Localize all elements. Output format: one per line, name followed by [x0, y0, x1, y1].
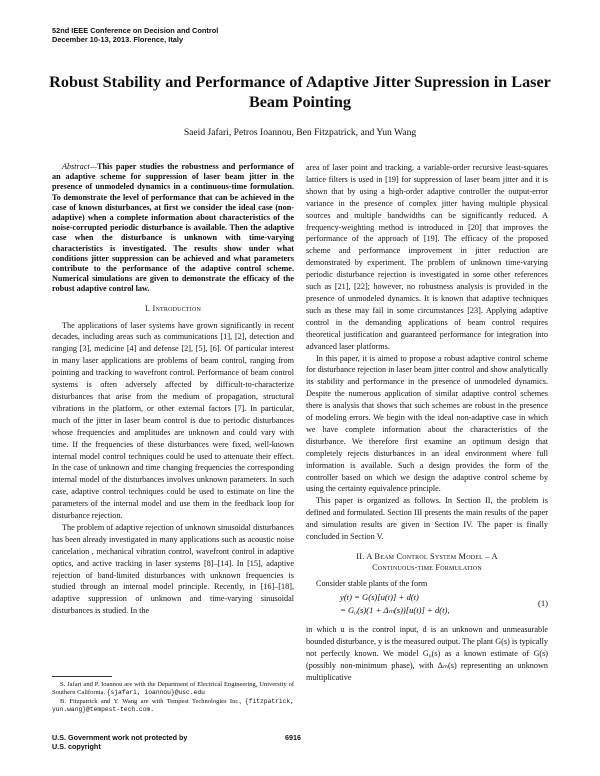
abstract: Abstract—This paper studies the robustness and performance of an adaptive scheme for suppression of laser beam jitter in the presence of unmodeled dynamics in a continuous-time formulation. To demonstrate the level of performance that can be achieved in the case of known disturbances, at first we consider the ideal case (non-adaptive) when a complete information about characteristics of the noise-corrupted periodic disturbance is available. Then the adaptive case when the disturbance is unknown with time-varying characteristics is investigated. The results show under what conditions jitter suppression can be achieved and what parameters contribute to the performance of the adaptive control scheme. Numerical simulations are given to demonstrate the efficacy of the robust adaptive control law.: [52, 162, 294, 294]
footnote-rule: [52, 676, 112, 677]
abstract-text: This paper studies the robustness and performance of an adaptive scheme for suppression of laser beam jitter in the presence of unmodeled dynamics in a continuous-time formulation. To demonstrate the level of performance that can be achieved in the case of known disturbances, at first we consider the ideal case (non-adaptive) when a complete information about characteristics of the noise-corrupted periodic disturbance is available. Then the adaptive case when the disturbance is unknown with time-varying characteristics is investigated. The results show under what conditions jitter suppression can be achieved and what parameters contribute to the performance of the adaptive control scheme. Numerical simulations are given to demonstrate the efficacy of the robust adaptive control law.: [52, 162, 294, 294]
equation-1-number: (1): [537, 597, 548, 608]
footnote-1-email: {sjafari, ioannou}@usc.edu: [106, 689, 205, 697]
footnotes: [52, 681, 294, 714]
conference-header: [52, 26, 218, 44]
section-1-title: I. Introduction: [144, 303, 202, 313]
paper-title: Robust Stability and Performance of Adaptive Jitter Supression in Laser Beam Pointing: [49, 73, 551, 111]
section-2-title-line1: II. A Beam Control System Model – A: [356, 552, 498, 561]
copyright-notice: [52, 733, 187, 751]
section-2-title: [306, 551, 548, 573]
model-description: in which u is the control input, d is an unknown and unmeasurable bounded disturbance, y is the measured output. The plant G(s) is typically not perfectly known. We model G₀(s) as a known estimate of G(s) (possibly non-minimum phase), with Δₘ(s) representing an unknown multiplicative: [306, 624, 549, 682]
paper-authors: Saeid Jafari, Petros Ioannou, Ben Fitzpatrick, and Yun Wang: [183, 127, 417, 138]
page-number: 6916: [285, 733, 301, 742]
equation-1-line2: = G₀(s)(1 + Δₘ(s))[u(t)] + d(t),: [340, 604, 450, 615]
conference-dates: December 10-13, 2013. Florence, Italy: [52, 35, 184, 45]
left-column: [52, 162, 294, 617]
footnote-2-email: {fitzpatrick, yun.wang}@tempest-tech.com.: [52, 697, 295, 713]
footnote-1-text: S. Jafari and P. Ioannou are with the Department of Electrical Engineering, University of Southern California.: [52, 681, 294, 697]
model-intro: Consider stable plants of the form: [316, 579, 428, 588]
intro-paragraph-5: This paper is organized as follows. In Section II, the problem is defined and formulated. Section III presents the main results of the paper and simulation results are given in Section IV. The paper is finally concluded in Section V.: [306, 496, 548, 542]
copyright-line1: U.S. Government work not protected by: [52, 733, 188, 742]
equation-1-line1: y(t) = G(s)[u(t)] + d(t): [340, 591, 419, 602]
equation-1: [306, 592, 548, 620]
intro-paragraph-1: The applications of laser systems have grown significantly in recent decades, including areas such as communications [1], [2], detection and ranging [3], medicine [4] and defense [2], [5], [6]. Of particular interest in many laser applications are problems of beam control, ranging from pointing and tracking to wavefront control. Performance of beam control systems is often adversely affected by difficult-to-characterize disturbances that arise from the medium of propagation, structural vibrations in the platform, or other external factors [7]. In particular, much of the jitter in laser beam control is due to periodic disturbances whose frequencies and amplitudes are unknown and could vary with time. If the frequencies of these disturbances were fixed, well-known internal model control techniques could be used to attenuate their effect. In the case of unknown and time changing frequencies the corresponding internal model of the disturbances involves unknown parameters. In such case, adaptive control techniques could be used to estimate on line the parameters of the internal model and use them in the feedback loop for disturbance rejection.: [52, 320, 294, 521]
footnote-1: [52, 681, 294, 698]
abstract-label: Abstract: [62, 162, 90, 171]
intro-paragraph-3: area of laser point and tracking, a variable-order recursive least-squares lattice filters is used in [19] for suppression of laser beam jitter and it is shown that by using a high-order adaptive controller the output-error variance in the presence of complex jitter having multiple physical sources and multiple bandwidths can be significantly reduced. A frequency-weighting method is introduced in [20] that improves the performance of the approach of [19]. The efficacy of the proposed scheme and performance improvement in jitter reduction are demonstrated by experiment. The problem of unknown time-varying periodic disturbance rejection is investigated in some other references such as [21], [22]; however, no robustness analysis is provided in the presence of unmodeled dynamics. It is known that adaptive techniques such as these may fail in some circumstances [23]. Applying adaptive control in the demanding applications of beam control requires theoretical justification and guaranteed performance for integration into advanced laser platforms.: [306, 163, 548, 351]
right-column: [306, 162, 548, 683]
intro-paragraph-2: The problem of adaptive rejection of unknown sinusoidal disturbances has been already investigated in many applications such as acoustic noise cancelation , mechanical vibration control, wavefront control in adaptive optics, and active tracking in laser systems [8]–[14]. In [15], adaptive rejection of band-limited disturbances with unknown frequencies is studied through an internal model principle. Recently, in [16]–[18], adaptive suppression of unknown and time-varying sinusoidal disturbances is studied. In the: [52, 522, 294, 616]
intro-paragraph-4: In this paper, it is aimed to propose a robust adaptive control scheme for disturbance rejection in laser beam jitter control and show analytically its stability and performance in the presence of unmodeled dynamics. Despite the numerous application of similar adaptive control schemes there is analysis that shows that such schemes are robust in the presence of modeling errors. We begin with the ideal non-adaptive case in which we have complete information about the characteristics of the disturbance. We therefore first examine an optimum design that completely rejects disturbances in an ideal environment where full information is available. Such a design provides the form of the controller based on which we design the adaptive control scheme by using the certainty equivalence principle.: [306, 353, 548, 494]
conference-name: 52nd IEEE Conference on Decision and Control: [52, 26, 219, 35]
copyright-line2: U.S. copyright: [52, 742, 101, 751]
footnote-2: [52, 698, 294, 715]
section-2-title-line2: Continuous-time Formulation: [372, 563, 482, 572]
footnote-2-text: B. Fitzpatrick and Y. Wang are with Tempest Technologies Inc.,: [60, 697, 242, 705]
